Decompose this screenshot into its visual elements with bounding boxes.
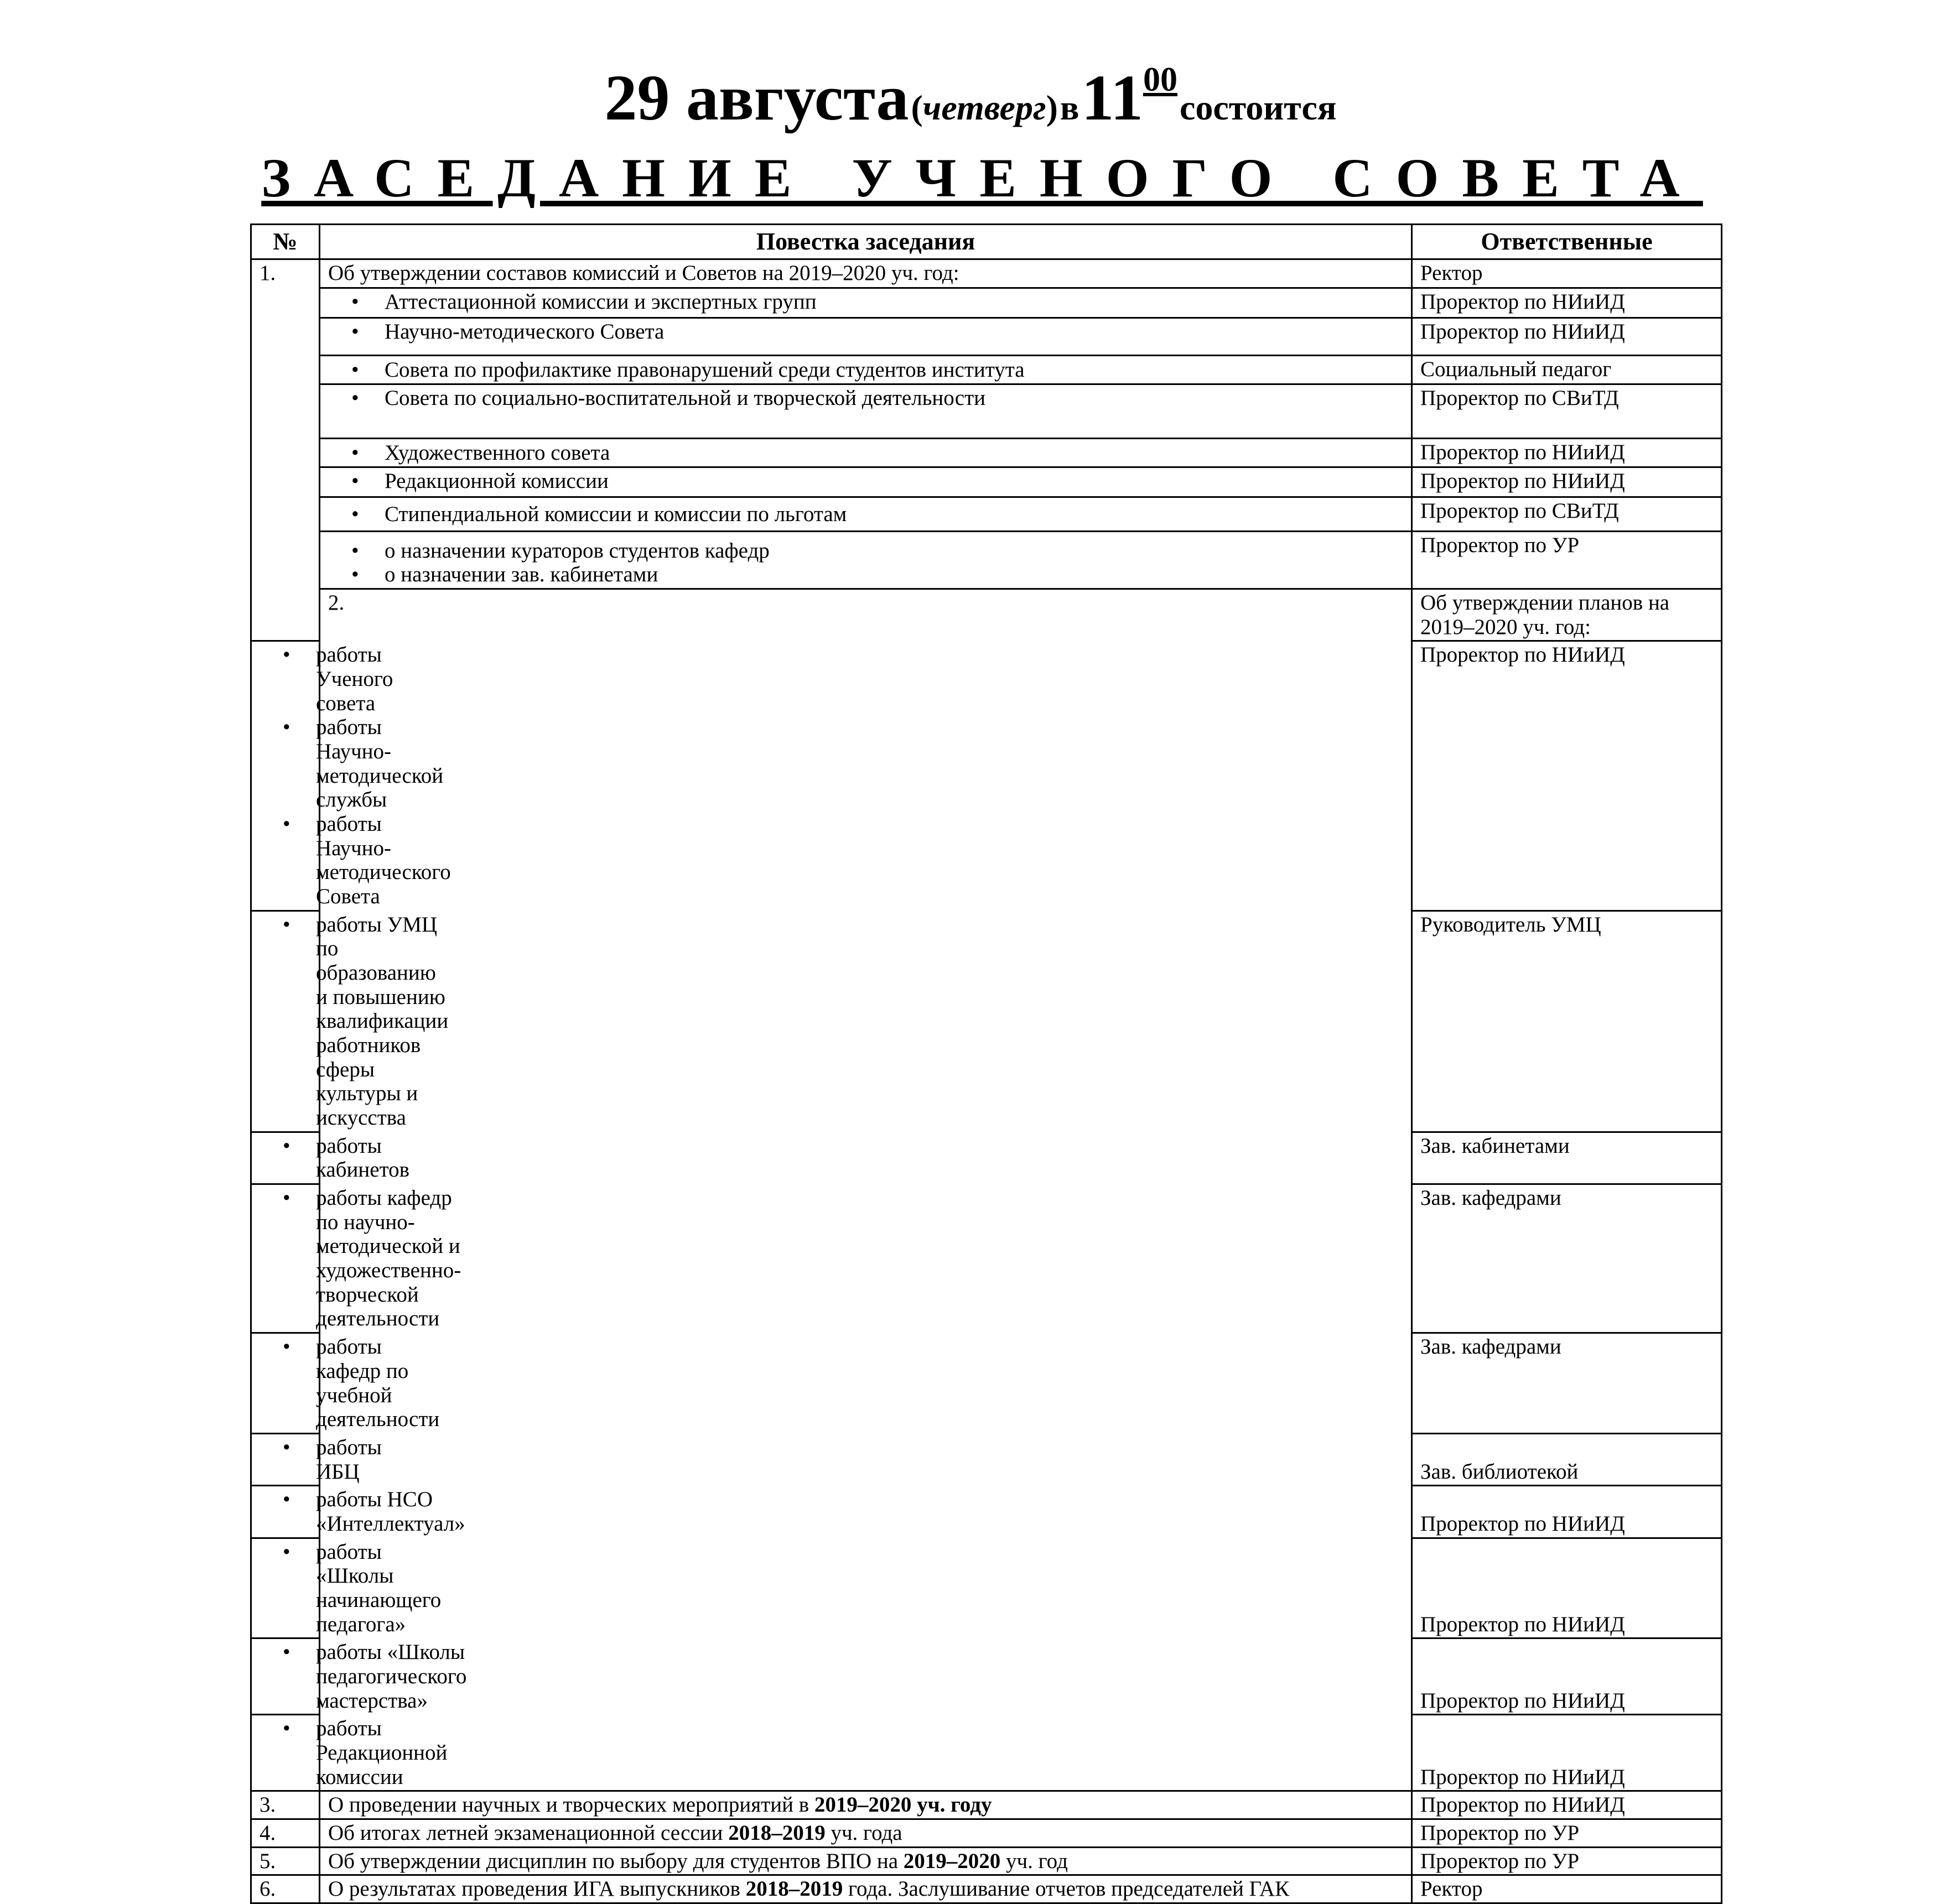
table-row — [251, 318, 1722, 356]
meeting-datetime — [0, 61, 1941, 134]
agenda-item: Совета по профилактике правонарушений среди студентов института — [385, 358, 1025, 382]
bullet-icon: • — [283, 1487, 290, 1512]
bullet-icon: • — [351, 441, 359, 465]
row-number: 5. — [251, 1847, 320, 1875]
responsible: Зав. библиотекой — [1412, 1433, 1722, 1485]
responsible: Зав. кабинетами — [1412, 1132, 1722, 1184]
paren-open: ( — [911, 88, 923, 127]
bullet-icon: • — [283, 1435, 290, 1459]
table-row — [251, 439, 1722, 467]
table-row — [251, 1819, 1722, 1847]
agenda-item: работы «Школы начинающего педагога» — [316, 1539, 442, 1636]
agenda-item: работы Редакционной комиссии — [316, 1716, 448, 1789]
table-row — [251, 589, 1722, 641]
bullet-icon: • — [283, 1186, 290, 1210]
bullet-icon: • — [283, 1335, 290, 1359]
table-row — [251, 1875, 1722, 1903]
agenda-item: о назначении зав. кабинетами — [385, 563, 658, 587]
responsible: Проректор по СВиТД — [1412, 384, 1722, 439]
row-number: 3. — [251, 1791, 320, 1819]
table-row — [251, 384, 1722, 439]
header-responsible: Ответственные — [1412, 225, 1722, 259]
responsible: Проректор по НИиИД — [1412, 467, 1722, 497]
section-number: 1. — [251, 259, 320, 641]
agenda-table — [250, 223, 1722, 1904]
responsible: Проректор по НИиИД — [1412, 439, 1722, 467]
responsible: Зав. кафедрами — [1412, 1333, 1722, 1434]
agenda-item: работы кафедр по учебной деятельности — [316, 1335, 440, 1432]
paren-close: ) — [1046, 88, 1058, 127]
meeting-weekday: четверг — [922, 88, 1046, 127]
meeting-date: 29 августа — [604, 61, 909, 134]
agenda-item: Об утверждении дисциплин по выбору для студентов ВПО на 2019–2020 уч. год — [320, 1847, 1412, 1875]
header-agenda: Повестка заседания — [320, 225, 1412, 259]
agenda-item: работы Научно-методической службы — [316, 715, 444, 812]
responsible: Проректор по НИиИД — [1412, 641, 1722, 911]
row-number: 6. — [251, 1875, 320, 1903]
responsible: Проректор по НИиИД — [1412, 318, 1722, 356]
bullet-icon: • — [283, 912, 290, 937]
agenda-item: работы Ученого совета — [316, 643, 393, 715]
bullet-icon: • — [283, 1716, 290, 1741]
responsible: Проректор по УР — [1412, 1847, 1722, 1875]
bullet-icon: • — [351, 469, 359, 493]
table-row — [251, 1847, 1722, 1875]
section-heading: Об утверждении планов на 2019–2020 уч. год: — [1412, 589, 1722, 641]
responsible: Проректор по НИиИД — [1412, 1638, 1722, 1715]
table-row — [251, 288, 1722, 318]
agenda-item: О проведении научных и творческих мероприятий в 2019–2020 уч. году — [320, 1791, 1412, 1819]
bullet-icon: • — [351, 563, 359, 587]
responsible: Ректор — [1412, 259, 1722, 288]
agenda-item: работы кафедр по научно-методической и художественно-творческой деятельности — [316, 1186, 461, 1331]
responsible: Проректор по НИиИД — [1412, 1715, 1722, 1791]
bullet-icon: • — [283, 1640, 290, 1664]
agenda-item: Об итогах летней экзаменационной сессии 2018–2019 уч. года — [320, 1819, 1412, 1847]
table-row — [251, 259, 1722, 288]
responsible: Проректор по НИиИД — [1412, 288, 1722, 318]
agenda-item: работы ИБЦ — [316, 1435, 382, 1484]
bullet-icon: • — [351, 538, 359, 563]
bullet-icon: • — [351, 358, 359, 382]
responsible: Ректор — [1412, 1875, 1722, 1903]
page-title: ЗАСЕДАНИЕ УЧЕНОГО СОВЕТА — [261, 147, 1703, 209]
bullet-icon: • — [283, 1133, 290, 1158]
agenda-item: Стипендиальной комиссии и комиссии по льготам — [385, 502, 847, 526]
agenda-item: работы «Школы педагогического мастерства» — [316, 1640, 467, 1713]
responsible: Проректор по УР — [1412, 1819, 1722, 1847]
agenda-item: Совета по социально-воспитательной и творческой деятельности — [385, 386, 986, 410]
header-num: № — [251, 225, 320, 259]
agenda-item: Редакционной комиссии — [385, 469, 609, 493]
meeting-hour: 11 — [1081, 61, 1143, 134]
responsible: Зав. кафедрами — [1412, 1184, 1722, 1333]
table-header-row — [251, 225, 1722, 259]
agenda-item: работы НСО «Интеллектуал» — [316, 1487, 465, 1536]
responsible: Проректор по НИиИД — [1412, 1486, 1722, 1538]
row-number: 4. — [251, 1819, 320, 1847]
table-row — [251, 467, 1722, 497]
agenda-item: работы кабинетов — [316, 1133, 410, 1182]
bullet-icon: • — [283, 715, 290, 740]
bullet-icon: • — [351, 290, 359, 314]
responsible: Проректор по НИиИД — [1412, 1791, 1722, 1819]
meeting-minutes: 00 — [1143, 61, 1177, 98]
bullet-icon: • — [283, 1539, 290, 1564]
bullet-icon: • — [351, 386, 359, 410]
bullet-icon: • — [283, 812, 290, 836]
agenda-item: Научно-методического Совета — [385, 320, 665, 344]
meeting-preposition: в — [1060, 88, 1080, 127]
agenda-item: Художественного совета — [385, 441, 610, 465]
agenda-item: работы УМЦ по образованию и повышению квалификации работников сферы культуры и искусства — [316, 912, 449, 1130]
responsible: Проректор по УР — [1412, 532, 1722, 589]
table-row — [251, 497, 1722, 532]
responsible: Социальный педагог — [1412, 356, 1722, 384]
responsible: Проректор по СВиТД — [1412, 497, 1722, 532]
bullet-icon: • — [351, 320, 359, 344]
section-number: 2. — [320, 589, 1412, 1791]
bullet-icon: • — [351, 502, 359, 526]
table-row — [251, 532, 1722, 589]
table-row — [251, 1791, 1722, 1819]
section-heading: Об утверждении составов комиссий и Советов на 2019–2020 уч. год: — [320, 259, 1412, 288]
agenda-item: Аттестационной комиссии и экспертных групп — [385, 290, 817, 314]
responsible: Руководитель УМЦ — [1412, 911, 1722, 1132]
agenda-item: о назначении кураторов студентов кафедр — [385, 538, 770, 563]
bullet-icon: • — [283, 643, 290, 667]
agenda-item: О результатах проведения ИГА выпускников 2018–2019 года. Заслушивание отчетов председателей ГАК — [320, 1875, 1412, 1903]
table-row — [251, 356, 1722, 384]
responsible: Проректор по НИиИД — [1412, 1538, 1722, 1638]
agenda-item: работы Научно-методического Совета — [316, 812, 451, 909]
meeting-verb: состоится — [1179, 88, 1337, 127]
